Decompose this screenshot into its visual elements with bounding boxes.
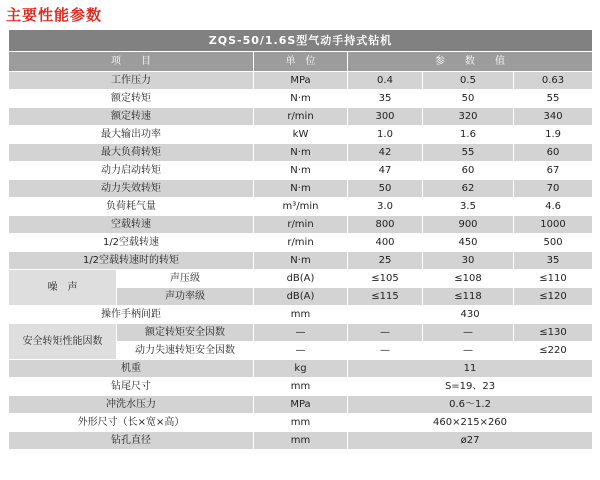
spec-table <box>8 29 593 450</box>
row-unit: r/min <box>254 216 348 234</box>
row-value: 320 <box>423 108 514 126</box>
row-label: 动力启动转矩 <box>9 162 254 180</box>
row-label: 钻尾尺寸 <box>9 378 254 396</box>
table-header-row <box>9 52 593 72</box>
safety-group-label: 安全转矩性能因数 <box>9 324 117 360</box>
row-value: 340 <box>514 108 593 126</box>
row-value: 55 <box>423 144 514 162</box>
row-value: — <box>348 324 423 342</box>
row-value: 70 <box>514 180 593 198</box>
row-unit: r/min <box>254 234 348 252</box>
table-row <box>9 252 593 270</box>
row-unit: m³/min <box>254 198 348 216</box>
row-value: 25 <box>348 252 423 270</box>
row-value: 500 <box>514 234 593 252</box>
row-value: ≤115 <box>348 288 423 306</box>
row-unit: — <box>254 342 348 360</box>
row-unit: — <box>254 324 348 342</box>
row-label: 动力失效转矩 <box>9 180 254 198</box>
row-value: 55 <box>514 90 593 108</box>
table-row <box>9 432 593 450</box>
table-row <box>9 378 593 396</box>
row-label: 最大负荷转矩 <box>9 144 254 162</box>
row-unit: mm <box>254 306 348 324</box>
row-value: 450 <box>423 234 514 252</box>
row-value: 0.5 <box>423 72 514 90</box>
row-value: 1000 <box>514 216 593 234</box>
row-value: 3.5 <box>423 198 514 216</box>
row-label: 声功率级 <box>117 288 254 306</box>
row-value: — <box>423 324 514 342</box>
row-value: 900 <box>423 216 514 234</box>
row-value: S=19、23 <box>348 378 593 396</box>
row-unit: N·m <box>254 162 348 180</box>
table-row <box>9 198 593 216</box>
row-value: ≤110 <box>514 270 593 288</box>
row-label: 额定转矩 <box>9 90 254 108</box>
row-label: 钻孔直径 <box>9 432 254 450</box>
row-value: ≤120 <box>514 288 593 306</box>
row-value: 300 <box>348 108 423 126</box>
row-value: 0.4 <box>348 72 423 90</box>
table-row <box>9 306 593 324</box>
row-value: ø27 <box>348 432 593 450</box>
row-value: 30 <box>423 252 514 270</box>
row-value: 400 <box>348 234 423 252</box>
table-row <box>9 270 593 288</box>
row-value: 67 <box>514 162 593 180</box>
row-unit: kW <box>254 126 348 144</box>
row-value: 35 <box>348 90 423 108</box>
row-value: — <box>348 342 423 360</box>
table-row <box>9 324 593 342</box>
row-value: 0.6～1.2 <box>348 396 593 414</box>
table-title: ZQS-50/1.6S型气动手持式钻机 <box>9 30 593 52</box>
table-row <box>9 360 593 378</box>
row-value: 42 <box>348 144 423 162</box>
row-unit: kg <box>254 360 348 378</box>
row-unit: r/min <box>254 108 348 126</box>
row-value: 47 <box>348 162 423 180</box>
table-row <box>9 414 593 432</box>
row-label: 动力失速转矩安全因数 <box>117 342 254 360</box>
row-value: 11 <box>348 360 593 378</box>
row-label: 冲洗水压力 <box>9 396 254 414</box>
table-row <box>9 396 593 414</box>
row-unit: MPa <box>254 72 348 90</box>
row-value: — <box>423 342 514 360</box>
row-value: ≤105 <box>348 270 423 288</box>
row-label: 空载转速 <box>9 216 254 234</box>
row-value: 50 <box>348 180 423 198</box>
row-label: 机重 <box>9 360 254 378</box>
header-unit: 单 位 <box>254 52 348 72</box>
row-value: 50 <box>423 90 514 108</box>
row-value: ≤220 <box>514 342 593 360</box>
row-unit: N·m <box>254 180 348 198</box>
row-label: 额定转速 <box>9 108 254 126</box>
row-value: 800 <box>348 216 423 234</box>
row-label: 额定转矩安全因数 <box>117 324 254 342</box>
row-value: 4.6 <box>514 198 593 216</box>
row-value: ≤108 <box>423 270 514 288</box>
row-unit: mm <box>254 378 348 396</box>
table-row <box>9 216 593 234</box>
row-value: ≤130 <box>514 324 593 342</box>
table-title-row <box>9 30 593 52</box>
row-value: 0.63 <box>514 72 593 90</box>
row-unit: N·m <box>254 90 348 108</box>
row-value: 1.0 <box>348 126 423 144</box>
row-label: 操作手柄间距 <box>9 306 254 324</box>
row-label: 1/2空载转速 <box>9 234 254 252</box>
row-label: 负荷耗气量 <box>9 198 254 216</box>
table-row <box>9 180 593 198</box>
row-value: 62 <box>423 180 514 198</box>
row-value: 460×215×260 <box>348 414 593 432</box>
row-value: 35 <box>514 252 593 270</box>
row-label: 外形尺寸（长×宽×高） <box>9 414 254 432</box>
table-row <box>9 144 593 162</box>
row-label: 工作压力 <box>9 72 254 90</box>
row-value: 1.6 <box>423 126 514 144</box>
row-unit: mm <box>254 414 348 432</box>
row-unit: N·m <box>254 144 348 162</box>
table-row <box>9 162 593 180</box>
header-params: 参 数 值 <box>348 52 593 72</box>
header-item: 项 目 <box>9 52 254 72</box>
section-heading: 主要性能参数 <box>6 6 103 24</box>
row-value: 60 <box>423 162 514 180</box>
row-value: 1.9 <box>514 126 593 144</box>
table-row <box>9 90 593 108</box>
row-unit: dB(A) <box>254 270 348 288</box>
row-unit: dB(A) <box>254 288 348 306</box>
row-value: 3.0 <box>348 198 423 216</box>
noise-group-label: 噪 声 <box>9 270 117 306</box>
table-row <box>9 234 593 252</box>
row-value: 430 <box>348 306 593 324</box>
row-unit: N·m <box>254 252 348 270</box>
table-row <box>9 126 593 144</box>
row-unit: MPa <box>254 396 348 414</box>
table-row <box>9 108 593 126</box>
row-value: ≤118 <box>423 288 514 306</box>
row-label: 最大输出功率 <box>9 126 254 144</box>
table-row <box>9 72 593 90</box>
row-value: 60 <box>514 144 593 162</box>
row-label: 1/2空载转速时的转矩 <box>9 252 254 270</box>
row-label: 声压级 <box>117 270 254 288</box>
row-unit: mm <box>254 432 348 450</box>
